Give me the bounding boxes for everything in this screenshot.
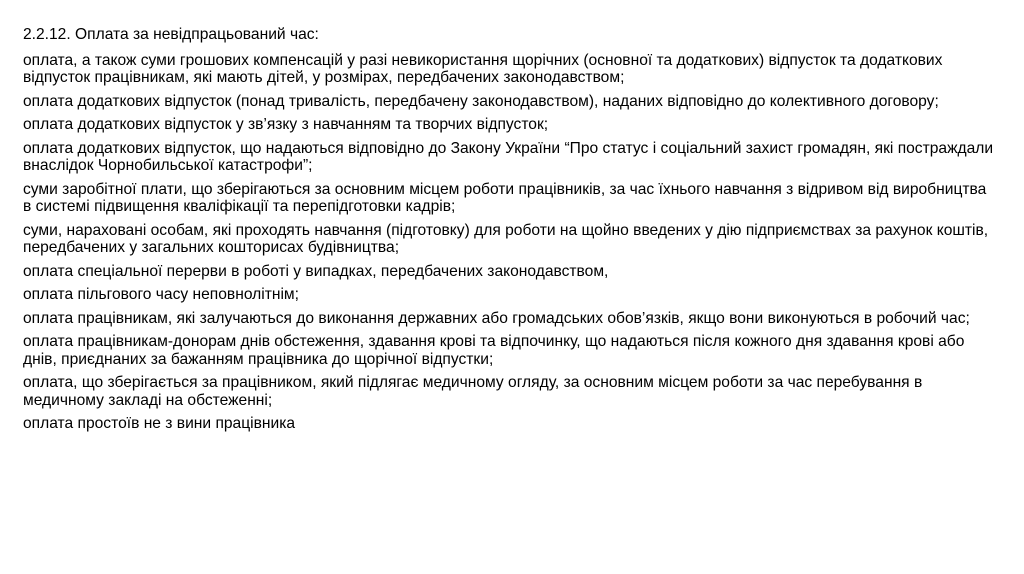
- list-item: оплата, що зберігається за працівником, який підлягає медичному огляду, за основним місцем роботи за час перебування в медичному закладі на обстеженні;: [23, 374, 923, 409]
- list-item: оплата додаткових відпусток, що надаються відповідно до Закону України “Про статус і соціальний захист громадян, які постраждали внаслідок Чорнобильської катастрофи”;: [23, 139, 994, 174]
- list-item: оплата, а також суми грошових компенсацій у разі невикористання щорічних (основної та додаткових) відпусток та додаткових відпусток працівникам, які мають дітей, у розмірах, передбачених законодавством;: [23, 51, 943, 86]
- list-item: оплата пільгового часу неповнолітнім;: [23, 286, 299, 303]
- document-body: [23, 26, 998, 439]
- list-item: оплата спеціальної перерви в роботі у випадках, передбачених законодавством,: [23, 262, 609, 280]
- list-item: оплата працівникам-донорам днів обстеження, здавання крові та відпочинку, що надаються після кожного дня здавання крові або днів, приєднаних за бажанням працівника до щорічної відпустки;: [23, 333, 965, 368]
- list-item: оплата працівникам, які залучаються до виконання державних або громадських обов’язків, якщо вони виконуються в робочий час;: [23, 309, 970, 327]
- list-item: суми, нараховані особам, які проходять навчання (підготовку) для роботи на щойно введених у дію підприємствах за рахунок коштів, передбачених у загальних кошторисах будівництва;: [23, 221, 989, 256]
- section-heading: 2.2.12. Оплата за невідпрацьований час:: [23, 26, 319, 43]
- list-item: оплата додаткових відпусток (понад тривалість, передбачену законодавством), наданих відповідно до колективного договору;: [23, 92, 939, 110]
- list-item: оплата додаткових відпусток у зв’язку з навчанням та творчих відпусток;: [23, 116, 549, 133]
- list-item: оплата простоїв не з вини працівника: [23, 415, 296, 432]
- list-item: суми заробітної плати, що зберігаються за основним місцем роботи працівників, за час їхнього навчання з відривом від виробництва в системі підвищення кваліфікації та перепідготовки кадрів;: [23, 180, 987, 215]
